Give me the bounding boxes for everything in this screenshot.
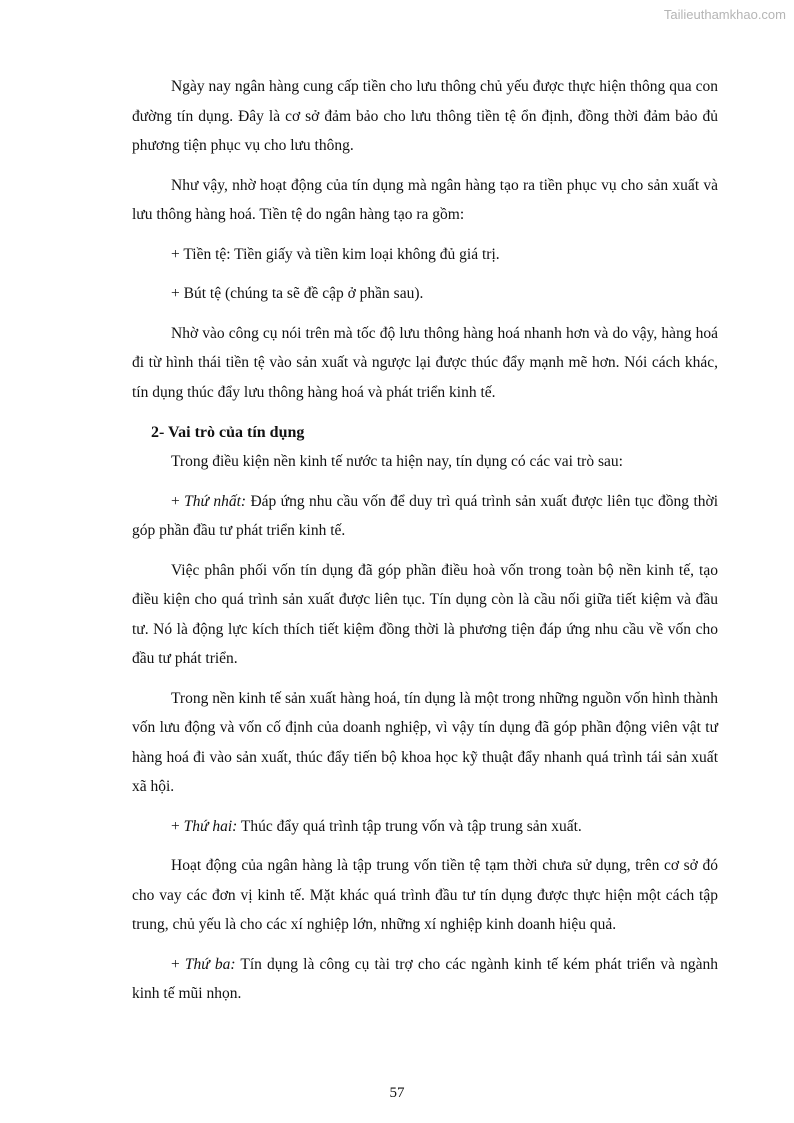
section-heading: 2- Vai trò của tín dụng [151,424,305,441]
bullet-prefix: + [171,492,185,510]
role-text-third: Tín dụng là công cụ tài trợ cho các ngành kinh tế kém phát triển và ngành kinh tế mũi nhọn. [132,955,718,1002]
role-label-second: Thứ hai: [183,817,238,835]
role-text-second: Thúc đẩy quá trình tập trung vốn và tập trung sản xuất. [237,817,582,835]
paragraph-8: Việc phân phối vốn tín dụng đã góp phần điều hoà vốn trong toàn bộ nền kinh tế, tạo điều kiện cho quá trình sản xuất được liên tục. Tín dụng còn là cầu nối giữa tiết kiệm và đầu tư. Nó là động lực kích thích tiết kiệm đồng thời là phương tiện đáp ứng nhu cầu về vốn cho đầu tư phát triển. [132,561,718,667]
page-number: 57 [389,1085,405,1101]
bullet-prefix: + [171,817,184,835]
watermark: Tailieuthamkhao.com [663,7,786,22]
role-label-third: Thứ ba: [184,955,236,973]
paragraph-9: Trong nền kinh tế sản xuất hàng hoá, tín dụng là một trong những nguồn vốn hình thành vốn lưu động và vốn cố định của doanh nghiệp, vì vậy tín dụng đã góp phần động viên vật tư hàng hoá đi vào sản xuất, thúc đẩy tiến bộ khoa học kỹ thuật đẩy nhanh quá trình tái sản xuất xã hội. [132,689,718,795]
paragraph-11: Hoạt động của ngân hàng là tập trung vốn tiền tệ tạm thời chưa sử dụng, trên cơ sở đó cho vay các đơn vị kinh tế. Mặt khác quá trình đầu tư tín dụng được thực hiện một cách tập trung, chủ yếu là cho các xí nghiệp lớn, những xí nghiệp kinh doanh hiệu quả. [132,857,718,933]
paragraph-12 [132,950,718,1009]
paragraph-10 [132,812,718,842]
paragraph-6: Trong điều kiện nền kinh tế nước ta hiện nay, tín dụng có các vai trò sau: [171,453,623,470]
paragraph-5: Nhờ vào công cụ nói trên mà tốc độ lưu thông hàng hoá nhanh hơn và do vậy, hàng hoá đi từ hình thái tiền tệ vào sản xuất và ngược lại được thúc đẩy mạnh mẽ hơn. Nói cách khác, tín dụng thúc đẩy lưu thông hàng hoá và phát triển kinh tế. [132,324,718,401]
role-label-first: Thứ nhất: [184,492,247,510]
paragraph-1: Ngày nay ngân hàng cung cấp tiền cho lưu thông chủ yếu được thực hiện thông qua con đường tín dụng. Đây là cơ sở đảm bảo cho lưu thông tiền tệ ổn định, đồng thời đảm bảo đủ phương tiện phục vụ cho lưu thông. [132,78,718,154]
paragraph-4: + Bút tệ (chúng ta sẽ đề cập ở phần sau). [171,285,424,302]
role-text-first: Đáp ứng nhu cầu vốn để duy trì quá trình sản xuất được liên tục đồng thời góp phần đầu tư phát triển kinh tế. [132,492,719,539]
paragraph-7 [132,487,718,546]
paragraph-3: + Tiền tệ: Tiền giấy và tiền kim loại không đủ giá trị. [171,245,500,263]
page-body [132,72,718,1019]
paragraph-2: Như vậy, nhờ hoạt động của tín dụng mà ngân hàng tạo ra tiền phục vụ cho sản xuất và lưu thông hàng hoá. Tiền tệ do ngân hàng tạo ra gồm: [132,176,718,223]
bullet-prefix: + [171,955,185,973]
